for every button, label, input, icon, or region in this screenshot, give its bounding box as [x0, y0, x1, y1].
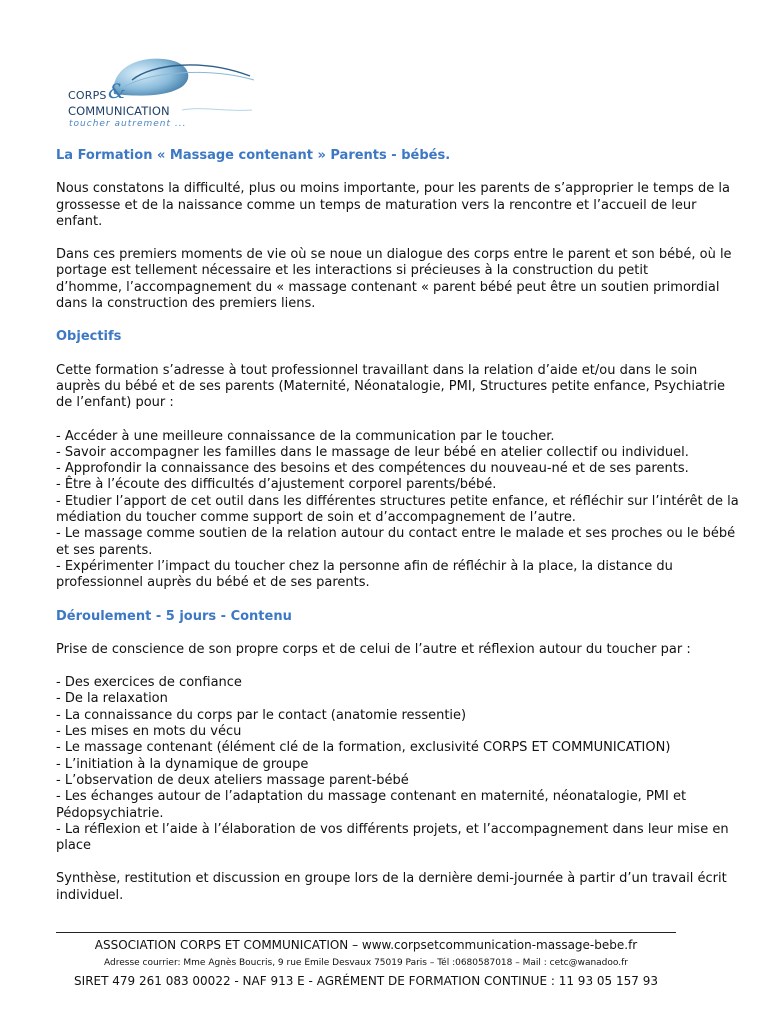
list-item: - Les mises en mots du vécu: [56, 724, 242, 740]
footer-siret-line: SIRET 479 261 083 00022 - NAF 913 E - AGRÉMENT DE FORMATION CONTINUE : 11 93 05 157 93: [74, 974, 658, 988]
text-line: enfant.: [56, 213, 103, 229]
footer-divider: [56, 932, 676, 933]
text-line: Nous constatons la difficulté, plus ou moins importante, pour les parents de s’approprier le temps de la: [56, 181, 730, 197]
text-line: Prise de conscience de son propre corps et de celui de l’autre et réflexion autour du toucher par :: [56, 641, 691, 657]
list-item: - Savoir accompagner les familles dans le massage de leur bébé en atelier collectif ou individuel.: [56, 444, 689, 460]
list-item: - Le massage comme soutien de la relation autour du contact entre le malade et ses proches ou le bébé: [56, 526, 736, 542]
objectifs-intro: [56, 362, 726, 412]
list-item: - Être à l’écoute des difficultés d’ajustement corporel parents/bébé.: [56, 477, 497, 493]
list-item: - L’observation de deux ateliers massage parent-bébé: [56, 772, 409, 788]
logo-ampersand: &: [108, 79, 126, 103]
list-item: - Approfondir la connaissance des besoins et des compétences du nouveau-né et de ses parents.: [56, 461, 689, 477]
footer-association-line: ASSOCIATION CORPS ET COMMUNICATION – www.corpsetcommunication-massage-bebe.fr: [94, 938, 638, 952]
list-item: - L’initiation à la dynamique de groupe: [56, 756, 309, 772]
list-item: - La réflexion et l’aide à l’élaboration de vos différents projets, et l’accompagnement dans leur mise en: [56, 821, 729, 837]
text-line: grossesse et de la naissance comme un temps de maturation vers la rencontre et l’accueil de leur: [56, 197, 697, 213]
text-line: Cette formation s’adresse à tout professionnel travaillant dans la relation d’aide et/ou dans le soin: [56, 362, 698, 378]
list-item: - Accéder à une meilleure connaissance de la communication par le toucher.: [56, 428, 555, 444]
list-item: - La connaissance du corps par le contact (anatomie ressentie): [56, 707, 467, 723]
logo-corps-text: CORPS: [68, 89, 107, 102]
list-item: Pédopsychiatrie.: [56, 805, 164, 821]
list-item: place: [56, 838, 91, 854]
list-item: - Expérimenter l’impact du toucher chez la personne afin de réfléchir à la place, la distance du: [56, 558, 673, 574]
list-item: professionnel auprès du bébé et de ses parents.: [56, 575, 370, 591]
intro-paragraph-2: [56, 247, 732, 312]
list-item: - Etudier l’apport de cet outil dans les différentes structures petite enfance, et réfléchir sur l’intérêt de la: [56, 493, 739, 509]
synthese-paragraph: [56, 871, 727, 904]
objectifs-heading: Objectifs: [56, 329, 122, 345]
footer-address-line: Adresse courrier: Mme Agnès Boucris, 9 rue Emile Desvaux 75019 Paris – Tél :0680587018 – Mail : cetc@wanadoo.fr: [104, 958, 628, 968]
list-item: - Le massage contenant (élément clé de la formation, exclusivité CORPS ET COMMUNICATION): [56, 740, 671, 756]
text-line: dans la construction des premiers liens.: [56, 296, 316, 312]
logo-communication-text: COMMUNICATION: [68, 104, 170, 118]
intro-paragraph-1: [56, 181, 730, 230]
objectifs-list: [56, 428, 739, 592]
text-line: Synthèse, restitution et discussion en groupe lors de la dernière demi-journée à partir d’un travail écrit: [56, 871, 727, 887]
deroulement-intro: [56, 642, 716, 658]
list-item: médiation du toucher comme support de soin et d’accompagnement de l’autre.: [56, 510, 576, 526]
document-title: La Formation « Massage contenant » Parents - bébés.: [56, 148, 451, 163]
logo-tagline: toucher autrement ...: [69, 119, 187, 129]
list-item: et ses parents.: [56, 542, 153, 558]
text-line: individuel.: [56, 887, 124, 903]
text-line: Dans ces premiers moments de vie où se noue un dialogue des corps entre le parent et son bébé, où le: [56, 247, 732, 263]
deroulement-heading: Déroulement - 5 jours - Contenu: [56, 608, 292, 624]
deroulement-list: [56, 675, 729, 854]
text-line: de l’enfant) pour :: [56, 395, 174, 411]
text-line: d’homme, l’accompagnement du « massage contenant « parent bébé peut être un soutien primordial: [56, 279, 720, 295]
document-body: [56, 148, 739, 904]
text-line: portage est tellement nécessaire et les interactions si précieuses à la construction du petit: [56, 263, 649, 279]
list-item: - Des exercices de confiance: [56, 675, 242, 691]
text-line: auprès du bébé et de ses parents (Maternité, Néonatalogie, PMI, Structures petite enfance, Psychiatrie: [56, 378, 726, 394]
list-item: - De la relaxation: [56, 691, 168, 707]
corps-communication-logo: [62, 50, 262, 134]
list-item: - Les échanges autour de l’adaptation du massage contenant en maternité, néonatalogie, PMI et: [56, 789, 687, 805]
